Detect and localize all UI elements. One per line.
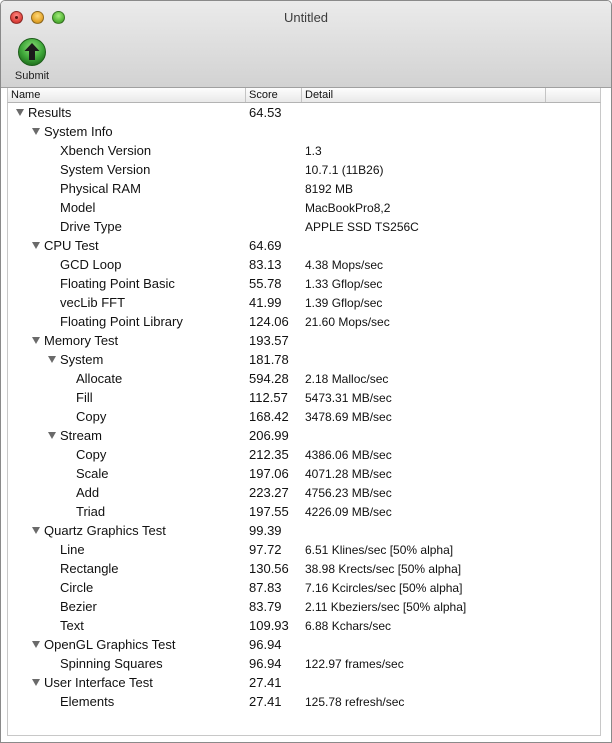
row-score: 83.13 [249,257,282,272]
row-detail: 7.16 Kcircles/sec [50% alpha] [305,581,463,595]
disclosure-triangle-icon[interactable] [16,109,24,116]
disclosure-triangle-icon[interactable] [32,679,40,686]
outline-row[interactable] [8,141,600,160]
outline-row[interactable] [8,407,600,426]
outline-row[interactable] [8,559,600,578]
row-name: Circle [60,580,94,595]
outline-row[interactable] [8,521,600,540]
outline-row[interactable] [8,483,600,502]
column-header-empty [545,88,602,102]
row-score: 206.99 [249,428,289,443]
row-detail: 125.78 refresh/sec [305,695,405,709]
outline-row[interactable] [8,616,600,635]
row-name: Bezier [60,599,97,614]
disclosure-triangle-icon[interactable] [32,641,40,648]
outline-row[interactable] [8,236,600,255]
row-name: Copy [76,409,107,424]
row-score: 64.53 [249,105,282,120]
column-header-detail[interactable]: Detail [301,88,545,102]
titlebar [1,1,611,88]
submit-label: Submit [14,70,50,82]
row-score: 96.94 [249,656,282,671]
outline-row[interactable] [8,388,600,407]
row-name: Add [76,485,100,500]
submit-button[interactable] [9,37,55,83]
outline-row[interactable] [8,426,600,445]
results-outline[interactable] [7,103,601,736]
row-detail: 8192 MB [305,182,354,196]
row-score: 109.93 [249,618,289,633]
row-detail: 3478.69 MB/sec [305,410,392,424]
row-name: Memory Test [44,333,119,348]
row-score: 96.94 [249,637,282,652]
row-name: System Version [60,162,151,177]
row-name: Elements [60,694,115,709]
row-name: Line [60,542,85,557]
row-name: System [60,352,104,367]
row-score: 212.35 [249,447,289,462]
row-score: 193.57 [249,333,289,348]
outline-row[interactable] [8,312,600,331]
row-score: 55.78 [249,276,282,291]
outline-row[interactable] [8,445,600,464]
row-score: 97.72 [249,542,282,557]
column-header-name[interactable]: Name [11,89,41,101]
row-detail: 1.39 Gflop/sec [305,296,383,310]
row-name: Copy [76,447,107,462]
outline-row[interactable] [8,654,600,673]
outline-row[interactable] [8,578,600,597]
disclosure-triangle-icon[interactable] [48,356,56,363]
row-score: 27.41 [249,694,282,709]
row-name: Spinning Squares [60,656,163,671]
row-detail: 5473.31 MB/sec [305,391,392,405]
outline-row[interactable] [8,331,600,350]
outline-row[interactable] [8,597,600,616]
row-name: GCD Loop [60,257,122,272]
outline-row[interactable] [8,464,600,483]
row-name: Floating Point Basic [60,276,175,291]
disclosure-triangle-icon[interactable] [32,128,40,135]
disclosure-triangle-icon[interactable] [32,337,40,344]
row-detail: 4071.28 MB/sec [305,467,392,481]
row-score: 594.28 [249,371,289,386]
row-score: 197.55 [249,504,289,519]
row-detail: 2.18 Malloc/sec [305,372,389,386]
row-name: Allocate [76,371,123,386]
outline-row[interactable] [8,122,600,141]
row-name: Rectangle [60,561,119,576]
row-detail: 1.33 Gflop/sec [305,277,383,291]
outline-row[interactable] [8,198,600,217]
row-name: vecLib FFT [60,295,126,310]
row-score: 223.27 [249,485,289,500]
row-detail: 10.7.1 (11B26) [305,163,384,177]
row-score: 124.06 [249,314,289,329]
row-detail: MacBookPro8,2 [305,201,391,215]
outline-header [7,88,601,103]
disclosure-triangle-icon[interactable] [32,242,40,249]
window-title: Untitled [283,10,329,25]
row-score: 181.78 [249,352,289,367]
row-score: 64.69 [249,238,282,253]
row-score: 27.41 [249,675,282,690]
outline-row[interactable] [8,293,600,312]
row-name: Xbench Version [60,143,152,158]
row-detail: 4756.23 MB/sec [305,486,392,500]
row-name: User Interface Test [44,675,153,690]
column-header-score[interactable]: Score [245,88,301,102]
outline-row[interactable] [8,350,600,369]
row-detail: 38.98 Krects/sec [50% alpha] [305,562,462,576]
row-detail: 1.3 [305,144,322,158]
row-name: CPU Test [44,238,99,253]
row-name: Model [60,200,96,215]
row-name: Physical RAM [60,181,141,196]
row-name: System Info [44,124,113,139]
outline-row[interactable] [8,673,600,692]
row-name: Text [60,618,84,633]
outline-row[interactable] [8,179,600,198]
row-score: 112.57 [249,390,288,405]
outline-row[interactable] [8,160,600,179]
outline-row[interactable] [8,255,600,274]
outline-row[interactable] [8,103,600,122]
row-score: 197.06 [249,466,289,481]
row-detail: 4.38 Mops/sec [305,258,384,272]
row-name: Results [28,105,72,120]
outline-row[interactable] [8,369,600,388]
row-detail: 21.60 Mops/sec [305,315,390,329]
row-detail: 122.97 frames/sec [305,657,404,671]
row-name: Quartz Graphics Test [44,523,166,538]
green-up-arrow-icon [17,37,47,67]
row-score: 87.83 [249,580,282,595]
outline-row[interactable] [8,692,600,711]
row-detail: 4386.06 MB/sec [305,448,392,462]
row-score: 41.99 [249,295,282,310]
disclosure-triangle-icon[interactable] [32,527,40,534]
row-detail: 2.11 Kbeziers/sec [50% alpha] [305,600,467,614]
outline-row[interactable] [8,540,600,559]
row-name: Fill [76,390,93,405]
row-name: OpenGL Graphics Test [44,637,176,652]
row-detail: APPLE SSD TS256C [305,220,419,234]
row-score: 130.56 [249,561,289,576]
row-score: 99.39 [249,523,282,538]
row-detail: 4226.09 MB/sec [305,505,392,519]
row-name: Triad [76,504,106,519]
row-name: Floating Point Library [60,314,183,329]
outline-row[interactable] [8,502,600,521]
row-score: 83.79 [249,599,282,614]
row-detail: 6.88 Kchars/sec [305,619,392,633]
row-score: 168.42 [249,409,289,424]
outline-row[interactable] [8,217,600,236]
outline-row[interactable] [8,635,600,654]
row-name: Scale [76,466,109,481]
disclosure-triangle-icon[interactable] [48,432,56,439]
outline-row[interactable] [8,274,600,293]
row-name: Stream [60,428,102,443]
row-name: Drive Type [60,219,122,234]
row-detail: 6.51 Klines/sec [50% alpha] [305,543,454,557]
